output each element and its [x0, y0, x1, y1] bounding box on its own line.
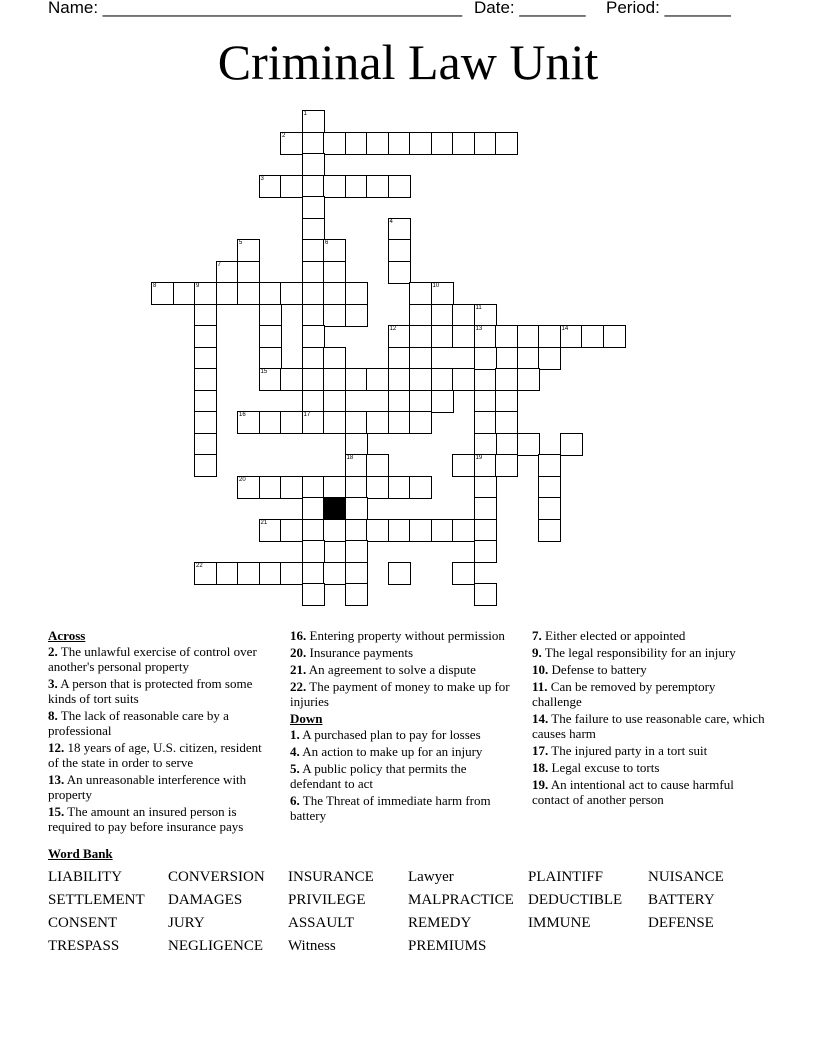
crossword-cell[interactable]: [345, 282, 368, 305]
across-clue: [48, 708, 274, 738]
crossword-cell[interactable]: [388, 476, 411, 499]
crossword-cell[interactable]: [302, 304, 325, 327]
across-clue-list: [48, 644, 274, 834]
word-bank-item: MALPRACTICE: [408, 892, 514, 908]
crossword-cell[interactable]: [323, 411, 346, 434]
crossword-cell[interactable]: [345, 304, 368, 327]
word-bank-item: Lawyer: [408, 869, 454, 885]
clue-number: 12.: [48, 740, 65, 755]
crossword-cell[interactable]: [538, 454, 561, 477]
crossword-cell[interactable]: [323, 390, 346, 413]
clue-text: The payment of money to make up for injuries: [290, 679, 510, 709]
clue-number: 21: [260, 519, 268, 526]
crossword-cell[interactable]: [366, 519, 389, 542]
crossword-cell[interactable]: [259, 519, 282, 542]
crossword-cell[interactable]: [388, 175, 411, 198]
crossword-cell[interactable]: [323, 282, 346, 305]
clue-number: 18: [346, 455, 354, 461]
crossword-cell[interactable]: [194, 368, 217, 391]
clue-number: 14.: [532, 711, 549, 726]
crossword-cell[interactable]: [237, 411, 260, 434]
crossword-cell[interactable]: [194, 347, 217, 370]
crossword-cell[interactable]: [388, 390, 411, 413]
clue-text: A person that is protected from some kinds of tort suits: [48, 676, 253, 706]
crossword-cell[interactable]: [474, 476, 497, 499]
crossword-cell[interactable]: [173, 282, 196, 305]
word-bank-item: CONVERSION: [168, 869, 265, 885]
down-clue: [532, 760, 768, 775]
crossword-cell[interactable]: [409, 390, 432, 413]
clue-number: 1.: [290, 727, 300, 742]
crossword-cell[interactable]: [259, 282, 282, 305]
crossword-cell[interactable]: [581, 325, 604, 348]
word-bank-item: PRIVILEGE: [288, 892, 366, 908]
crossword-cell[interactable]: [323, 476, 346, 499]
crossword-cell[interactable]: [323, 239, 346, 262]
clue-number: 16.: [290, 628, 307, 643]
crossword-cell[interactable]: [345, 497, 368, 520]
crossword-cell[interactable]: [409, 282, 432, 305]
clue-number: 9: [196, 283, 200, 289]
down-clue: [532, 743, 768, 758]
crossword-cell[interactable]: [280, 562, 303, 585]
clue-number: 22.: [290, 679, 307, 694]
down-clue-list-continued: [532, 628, 768, 807]
word-bank-item: PLAINTIFF: [528, 869, 604, 885]
crossword-cell[interactable]: [216, 282, 239, 305]
crossword-cell[interactable]: [431, 390, 454, 413]
crossword-cell[interactable]: [302, 325, 325, 348]
crossword-cell[interactable]: [474, 304, 497, 327]
across-clue: [48, 644, 274, 674]
clue-text: Can be removed by peremptory challenge: [532, 679, 716, 709]
crossword-cell[interactable]: [388, 411, 411, 434]
clue-number: 15.: [48, 804, 65, 819]
down-clue: [290, 744, 520, 759]
crossword-cell[interactable]: [259, 562, 282, 585]
crossword-cell[interactable]: [538, 476, 561, 499]
clue-number: 13.: [48, 772, 65, 787]
crossword-cell[interactable]: [323, 132, 346, 155]
crossword-cell[interactable]: [409, 325, 432, 348]
clue-text: A public policy that permits the defendant to act: [290, 761, 467, 791]
crossword-cell[interactable]: [259, 175, 282, 198]
clue-text: The Threat of immediate harm from battery: [290, 793, 491, 823]
crossword-cell[interactable]: [194, 304, 217, 327]
down-clue-list: [290, 727, 520, 823]
clue-number: 4: [389, 218, 393, 225]
crossword-cell[interactable]: [366, 411, 389, 434]
clues-column-1: [48, 628, 274, 836]
crossword-cell[interactable]: [345, 476, 368, 499]
crossword-cell[interactable]: [409, 132, 432, 155]
clue-number: 5: [239, 240, 243, 246]
clue-number: 18.: [532, 760, 549, 775]
crossword-cell[interactable]: [280, 175, 303, 198]
crossword-cell[interactable]: [302, 110, 325, 133]
crossword-cell[interactable]: [345, 368, 368, 391]
crossword-cell[interactable]: [302, 196, 325, 219]
clue-number: 15: [260, 369, 268, 375]
crossword-cell[interactable]: [302, 261, 325, 284]
down-heading: Down: [290, 711, 323, 726]
crossword-cell[interactable]: [388, 132, 411, 155]
crossword-cell[interactable]: [474, 390, 497, 413]
crossword-cell[interactable]: [345, 433, 368, 456]
crossword-cell[interactable]: [560, 433, 583, 456]
crossword-cell[interactable]: [345, 132, 368, 155]
crossword-cell[interactable]: [345, 454, 368, 477]
crossword-cell[interactable]: [431, 282, 454, 305]
clue-number: 19: [475, 455, 483, 461]
crossword-cell[interactable]: [237, 282, 260, 305]
crossword-cell[interactable]: [474, 540, 497, 563]
crossword-cell[interactable]: [517, 347, 540, 370]
crossword-cell[interactable]: [366, 454, 389, 477]
crossword-cell[interactable]: [495, 390, 518, 413]
crossword-cell[interactable]: [280, 282, 303, 305]
crossword-cell[interactable]: [302, 368, 325, 391]
across-heading: Across: [48, 628, 86, 643]
clue-number: 9.: [532, 645, 542, 660]
crossword-cell[interactable]: [388, 562, 411, 585]
down-clue: [532, 711, 768, 741]
crossword-cell[interactable]: [194, 433, 217, 456]
clue-number: 12: [389, 326, 397, 332]
clue-number: 6: [325, 240, 329, 246]
crossword-cell[interactable]: [302, 218, 325, 241]
crossword-cell[interactable]: [237, 239, 260, 262]
clue-number: 2.: [48, 644, 58, 659]
word-bank-item: LIABILITY: [48, 869, 123, 885]
clue-number: 3: [260, 175, 264, 182]
word-bank-item: NUISANCE: [648, 869, 724, 885]
crossword-cell[interactable]: [302, 519, 325, 542]
word-bank-item: Witness: [288, 938, 336, 954]
crossword-cell[interactable]: [388, 347, 411, 370]
crossword-cell[interactable]: [323, 304, 346, 327]
down-clue: [532, 628, 768, 643]
crossword-cell[interactable]: [194, 411, 217, 434]
clue-number: 16: [239, 412, 246, 418]
clue-number: 8: [153, 283, 157, 289]
clue-text: An intentional act to cause harmful contact of another person: [532, 777, 734, 807]
word-bank-item: BATTERY: [648, 892, 715, 908]
across-clue: [290, 645, 520, 660]
crossword-cell[interactable]: [345, 411, 368, 434]
crossword-cell[interactable]: [280, 476, 303, 499]
crossword-cell[interactable]: [323, 175, 346, 198]
clue-number: 6.: [290, 793, 300, 808]
crossword-cell[interactable]: [474, 347, 497, 370]
clue-number: 7.: [532, 628, 542, 643]
crossword-cell[interactable]: [259, 368, 282, 391]
clue-number: 19.: [532, 777, 549, 792]
word-bank-item: DEFENSE: [648, 915, 714, 931]
crossword-cell[interactable]: [151, 282, 174, 305]
clue-text: The failure to use reasonable care, which causes harm: [532, 711, 765, 741]
across-clue: [48, 740, 274, 770]
crossword-cell[interactable]: [259, 476, 282, 499]
crossword-cell[interactable]: [194, 325, 217, 348]
clue-text: An agreement to solve a dispute: [306, 662, 476, 677]
crossword-cell[interactable]: [538, 325, 561, 348]
word-bank-item: DAMAGES: [168, 892, 243, 908]
down-clue: [532, 645, 768, 660]
crossword-cell[interactable]: [517, 433, 540, 456]
crossword-cell[interactable]: [452, 304, 475, 327]
crossword-cell[interactable]: [216, 261, 239, 284]
crossword-cell[interactable]: [452, 454, 475, 477]
crossword-cell[interactable]: [345, 540, 368, 563]
clue-number: 7: [217, 261, 221, 268]
crossword-cell[interactable]: [495, 325, 518, 348]
crossword-cell[interactable]: [388, 239, 411, 262]
crossword-cell[interactable]: [302, 390, 325, 413]
crossword-cell[interactable]: [474, 583, 497, 606]
crossword-cell[interactable]: [452, 325, 475, 348]
across-clue: [290, 628, 520, 643]
crossword-cell[interactable]: [366, 368, 389, 391]
crossword-cell[interactable]: [388, 218, 411, 241]
crossword-cell[interactable]: [259, 304, 282, 327]
crossword-cell[interactable]: [431, 368, 454, 391]
clue-number: 4.: [290, 744, 300, 759]
crossword-cell[interactable]: [280, 519, 303, 542]
crossword-cell[interactable]: [237, 562, 260, 585]
clue-number: 10: [432, 283, 440, 289]
crossword-cell[interactable]: [452, 519, 475, 542]
clue-text: Entering property without permission: [306, 628, 505, 643]
clue-number: 13: [475, 326, 483, 332]
crossword-cell[interactable]: [495, 411, 518, 434]
crossword-cell[interactable]: [495, 368, 518, 391]
crossword-cell[interactable]: [302, 540, 325, 563]
crossword-cell[interactable]: [345, 519, 368, 542]
clue-text: 18 years of age, U.S. citizen, resident of the state in order to serve: [48, 740, 262, 770]
clue-text: An unreasonable interference with property: [48, 772, 247, 802]
crossword-cell[interactable]: [409, 368, 432, 391]
word-bank-item: JURY: [168, 915, 205, 931]
crossword-cell[interactable]: [431, 325, 454, 348]
crossword-cell[interactable]: [538, 347, 561, 370]
crossword-cell[interactable]: [517, 368, 540, 391]
word-bank-title: Word Bank: [48, 846, 113, 861]
crossword-black-cell: [323, 497, 346, 520]
clue-number: 14: [561, 326, 569, 332]
crossword-cell[interactable]: [409, 519, 432, 542]
page-title: Criminal Law Unit: [217, 34, 599, 90]
crossword-cell[interactable]: [388, 368, 411, 391]
crossword-cell[interactable]: [474, 497, 497, 520]
crossword-cell[interactable]: [345, 583, 368, 606]
crossword-cell[interactable]: [495, 454, 518, 477]
crossword-cell[interactable]: [302, 153, 325, 176]
word-bank-item: DEDUCTIBLE: [528, 892, 623, 908]
crossword-cell[interactable]: [409, 347, 432, 370]
across-clue-list-continued: [290, 628, 520, 709]
crossword-cell[interactable]: [302, 239, 325, 262]
crossword-cell[interactable]: [560, 325, 583, 348]
crossword-cell[interactable]: [259, 411, 282, 434]
clue-number: 10.: [532, 662, 549, 677]
word-bank-item: INSURANCE: [288, 869, 374, 885]
word-bank-item: ASSAULT: [288, 915, 355, 931]
crossword-cell[interactable]: [302, 132, 325, 155]
crossword-cell[interactable]: [345, 175, 368, 198]
across-clue: [290, 679, 520, 709]
word-bank-item: PREMIUMS: [408, 938, 487, 954]
crossword-cell[interactable]: [474, 519, 497, 542]
clue-text: A purchased plan to pay for losses: [299, 727, 481, 742]
crossword-cell[interactable]: [280, 411, 303, 434]
clue-number: 22: [196, 562, 203, 569]
word-bank-item: NEGLIGENCE: [168, 938, 263, 954]
crossword-cell[interactable]: [302, 583, 325, 606]
clue-text: Insurance payments: [306, 645, 414, 660]
crossword-cell[interactable]: [302, 282, 325, 305]
crossword-cell[interactable]: [345, 562, 368, 585]
across-clue: [290, 662, 520, 677]
crossword-cell[interactable]: [302, 562, 325, 585]
crossword-cell[interactable]: [194, 390, 217, 413]
down-clue: [290, 727, 520, 742]
crossword-cell[interactable]: [409, 304, 432, 327]
crossword-cell[interactable]: [538, 497, 561, 520]
crossword-cell[interactable]: [216, 562, 239, 585]
down-clue: [290, 793, 520, 823]
crossword-cell[interactable]: [323, 347, 346, 370]
clue-number: 5.: [290, 761, 300, 776]
crossword-cell[interactable]: [452, 132, 475, 155]
crossword-cell[interactable]: [259, 347, 282, 370]
period-field-label: Period: _______: [606, 0, 731, 17]
crossword-cell[interactable]: [323, 368, 346, 391]
crossword-cell[interactable]: [323, 562, 346, 585]
down-clue: [532, 777, 768, 807]
crossword-cell[interactable]: [388, 519, 411, 542]
crossword-cell[interactable]: [538, 519, 561, 542]
clue-text: The unlawful exercise of control over another's personal property: [48, 644, 257, 674]
clue-text: The injured party in a tort suit: [548, 743, 708, 758]
clue-text: An action to make up for an injury: [299, 744, 483, 759]
crossword-cell[interactable]: [302, 476, 325, 499]
clue-text: The amount an insured person is required to pay before insurance pays: [48, 804, 244, 834]
clue-text: Legal excuse to torts: [548, 760, 660, 775]
crossword-cell[interactable]: [280, 132, 303, 155]
date-field-label: Date: _______: [474, 0, 586, 17]
word-bank-item: TRESPASS: [48, 938, 120, 954]
crossword-cell[interactable]: [194, 562, 217, 585]
crossword-cell[interactable]: [452, 562, 475, 585]
crossword-cell[interactable]: [366, 175, 389, 198]
crossword-cell[interactable]: [517, 325, 540, 348]
crossword-cell[interactable]: [302, 497, 325, 520]
word-bank-item: REMEDY: [408, 915, 472, 931]
crossword-cell[interactable]: [431, 519, 454, 542]
crossword-cell[interactable]: [474, 132, 497, 155]
clues-column-3: [532, 628, 768, 809]
crossword-cell[interactable]: [302, 347, 325, 370]
clues-column-2: [290, 628, 520, 825]
crossword-cell[interactable]: [474, 411, 497, 434]
down-clue: [532, 662, 768, 677]
crossword-cell[interactable]: [323, 261, 346, 284]
crossword-cell[interactable]: [409, 476, 432, 499]
word-bank-item: SETTLEMENT: [48, 892, 145, 908]
clue-number: 8.: [48, 708, 58, 723]
clue-text: Defense to battery: [548, 662, 647, 677]
across-clue: [48, 772, 274, 802]
crossword-cell[interactable]: [474, 454, 497, 477]
clue-number: 21.: [290, 662, 307, 677]
crossword-cell[interactable]: [302, 411, 325, 434]
clue-number: 20.: [290, 645, 307, 660]
crossword-cell[interactable]: [388, 261, 411, 284]
crossword-cell[interactable]: [259, 325, 282, 348]
clue-number: 3.: [48, 676, 58, 691]
clue-number: 20: [239, 476, 246, 483]
crossword-cell[interactable]: [323, 519, 346, 542]
crossword-cell[interactable]: [474, 325, 497, 348]
crossword-cell[interactable]: [409, 411, 432, 434]
across-clue: [48, 676, 274, 706]
crossword-cell[interactable]: [280, 368, 303, 391]
crossword-cell[interactable]: [495, 132, 518, 155]
clue-text: The lack of reasonable care by a professional: [48, 708, 229, 738]
clue-number: 11.: [532, 679, 548, 694]
clue-number: 11: [475, 304, 482, 311]
word-bank-item: CONSENT: [48, 915, 118, 931]
crossword-cell[interactable]: [388, 325, 411, 348]
down-clue: [290, 761, 520, 791]
clue-text: The legal responsibility for an injury: [541, 645, 736, 660]
crossword-cell[interactable]: [302, 175, 325, 198]
down-clue: [532, 679, 768, 709]
crossword-cell[interactable]: [237, 476, 260, 499]
crossword-cell[interactable]: [366, 132, 389, 155]
crossword-cell[interactable]: [194, 282, 217, 305]
crossword-cell[interactable]: [237, 261, 260, 284]
crossword-cell[interactable]: [366, 476, 389, 499]
clue-number: 1: [303, 111, 307, 117]
crossword-cell[interactable]: [603, 325, 626, 348]
crossword-cell[interactable]: [474, 433, 497, 456]
across-clue: [48, 804, 274, 834]
crossword-cell[interactable]: [452, 368, 475, 391]
crossword-cell[interactable]: [431, 132, 454, 155]
clue-number: 17: [303, 412, 311, 418]
word-bank-item: IMMUNE: [528, 915, 591, 931]
clue-text: Either elected or appointed: [541, 628, 686, 643]
clue-number: 17.: [532, 743, 549, 758]
crossword-cell[interactable]: [194, 454, 217, 477]
name-field-label: Name: ______________________________________: [48, 0, 463, 17]
clue-number: 2: [282, 132, 286, 139]
